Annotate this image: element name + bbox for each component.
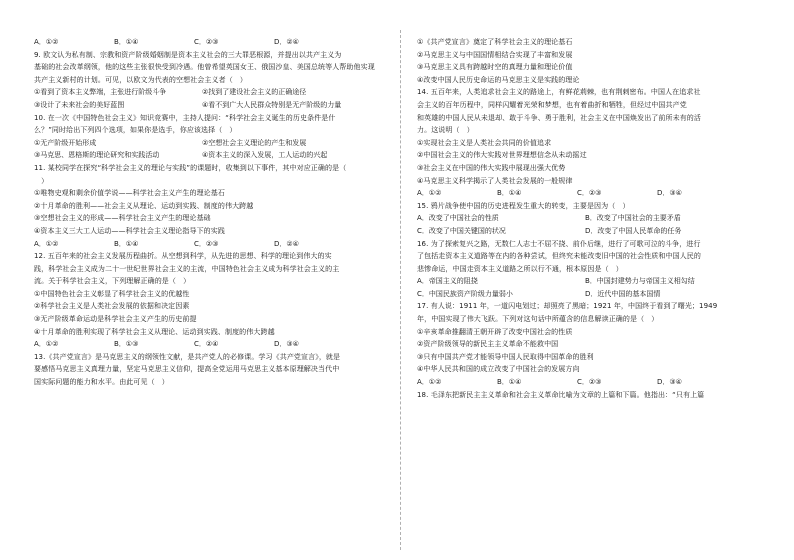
q18-stem: 18. 毛泽东把新民主主义革命和社会主义革命比喻为文章的上篇和下篇。他指出：“只有上篇 bbox=[417, 390, 705, 399]
option-b: B．中国封建势力与帝国主义相勾结 bbox=[585, 277, 695, 286]
q12-line: ①中国特色社会主义彰显了科学社会主义的优越性 bbox=[34, 289, 190, 298]
column-divider bbox=[400, 30, 401, 550]
q15-options-row bbox=[417, 212, 777, 225]
option-a: A．①② bbox=[417, 378, 442, 387]
option-d: D．改变了中国人民革命的任务 bbox=[585, 226, 682, 235]
q9-options-row bbox=[34, 99, 394, 112]
q11-line: ③空想社会主义的形成——科学社会主义产生的理论基础 bbox=[34, 214, 211, 223]
q12-line: 12. 五百年来的社会主义发展历程曲折。从空想到科学，从先进的思想、科学的理论到伟大的实 bbox=[34, 252, 332, 261]
right-column bbox=[417, 36, 777, 401]
q17-options bbox=[417, 376, 777, 389]
q9-stem-line: 9. 欧文认为私有制、宗教和资产阶级婚姻制是资本主义社会的三大罪恶根源，并提出以共产主义为 bbox=[34, 50, 342, 59]
option-c: C．②③ bbox=[577, 189, 602, 198]
q16-stem-line: 了包括走资本主义道路等在内的各种尝试，但终究未能改变旧中国的社会性质和中国人民的 bbox=[417, 252, 701, 261]
left-column bbox=[34, 36, 394, 389]
q11-options bbox=[34, 238, 394, 251]
q12-line: 流。关于科学社会主义，下列理解正确的是（ ） bbox=[34, 277, 191, 286]
option-d: D．③④ bbox=[657, 189, 682, 198]
q13-item: ②马克思主义与中国国情相结合实现了丰富和发展 bbox=[417, 50, 573, 59]
q9-option: ②找到了建设社会主义的正确途径 bbox=[202, 88, 307, 97]
option-c: C．②③ bbox=[194, 239, 219, 248]
q13-stem-line: 13.《共产党宣言》是马克思主义的纲领性文献，是共产党人的必修课。学习《共产党宣言》，就是 bbox=[34, 352, 341, 361]
q16-options-row bbox=[417, 275, 777, 288]
q14-options bbox=[417, 187, 777, 200]
q10-option: ②空想社会主义理论的产生和发展 bbox=[202, 138, 307, 147]
q12-line: ③无产阶级革命运动是科学社会主义产生的历史前提 bbox=[34, 315, 197, 324]
option-a: A．①② bbox=[34, 239, 59, 248]
option-b: B．①④ bbox=[497, 378, 522, 387]
q9-stem-line: 基础的社会改革纲领，他的这些主张很快受到冷遇。他曾希望英国女王、俄国沙皇、美国总统等人帮助他实现 bbox=[34, 63, 375, 72]
q15-options-row bbox=[417, 225, 777, 238]
q10-options-row bbox=[34, 149, 394, 162]
q11-line: 11. 某校同学在探究“科学社会主义的理论与实践”的课题时，收集到以下事件，其中对应正确的是（ bbox=[34, 163, 347, 172]
q14-stem-line: 力。这说明（ ） bbox=[417, 126, 474, 135]
q16-options-row bbox=[417, 288, 777, 301]
option-a: A．帝国主义的阻挠 bbox=[417, 277, 478, 286]
q14-item: ②中国社会主义的伟大实践对世界理想信念从未动摇过 bbox=[417, 151, 587, 160]
q12-line: ②科学社会主义是人类社会发展的依据和决定因素 bbox=[34, 302, 190, 311]
q10-option: ④资本主义的深入发展，工人运动的兴起 bbox=[202, 151, 328, 160]
q14-item: ④马克思主义科学揭示了人类社会发展的一般规律 bbox=[417, 176, 573, 185]
q9-options-row bbox=[34, 86, 394, 99]
option-c: C．②③ bbox=[194, 38, 219, 46]
q9-stem-line: 共产主义新村的计划。可见，以欧文为代表的空想社会主义者（ ） bbox=[34, 75, 247, 84]
option-a: A．改变了中国社会的性质 bbox=[417, 214, 499, 223]
q10-stem-line: 10. 在一次《中国特色社会主义》知识竞赛中，主持人提问：“科学社会主义诞生的历史条件是什 bbox=[34, 113, 336, 122]
option-d: D．②④ bbox=[274, 38, 299, 46]
q10-option: ③马克思、恩格斯的理论研究和实践活动 bbox=[34, 151, 160, 160]
option-c: C．②④ bbox=[194, 340, 219, 349]
option-d: D．近代中国的基本国情 bbox=[585, 289, 661, 298]
q12-options bbox=[34, 338, 394, 351]
q12-line: 践，科学社会主义成为二十一世纪世界社会主义的主流，中国特色社会主义成为科学社会主义的主 bbox=[34, 264, 340, 273]
option-d: D．②④ bbox=[274, 239, 299, 248]
q17-line: 17. 有人说：1911 年，一道闪电划过；却照亮了黑暗；1921 年，中国终于看到了曙光；1949 bbox=[417, 302, 718, 311]
q14-item: ①实现社会主义是人类社会共同的价值追求 bbox=[417, 138, 552, 147]
q9-option: ④看不到广大人民群众特别是无产阶级的力量 bbox=[202, 100, 342, 109]
q14-stem-line: 14. 五百年来，人类追求社会主义的路途上，有鲜花荊棘，也有荆刺密布。中国人在追求社 bbox=[417, 88, 701, 97]
q14-stem-line: 会主义的百年历程中，同样闪耀着光荣和梦想，也有着曲折和牺牲，但经过中国共产党 bbox=[417, 100, 687, 109]
option-b: B．①④ bbox=[114, 239, 139, 248]
q17-line: ④中华人民共和国的成立改变了中国社会的发展方向 bbox=[417, 365, 580, 374]
option-c: C．②③ bbox=[577, 378, 602, 387]
q11-line: ②十月革命的胜利——社会主义从理论、运动到实践、制度的伟大跨越 bbox=[34, 201, 254, 210]
q8-options bbox=[34, 36, 394, 49]
q11-line: ①唯物史观和剩余价值学说——科学社会主义产生的理论基石 bbox=[34, 189, 225, 198]
q17-line: ①辛亥革命推翻清王朝开辟了改变中国社会的性质 bbox=[417, 327, 573, 336]
q13-stem-line: 国实际问题的能力和水平。由此可见（ ） bbox=[34, 378, 169, 387]
option-a: A．①② bbox=[34, 340, 59, 349]
q11-line: ④资本主义三大工人运动——科学社会主义理论指导下的实践 bbox=[34, 226, 225, 235]
q17-line: ③只有中国共产党才能领导中国人民取得中国革命的胜利 bbox=[417, 352, 594, 361]
option-b: B．①③ bbox=[114, 340, 139, 349]
q14-item: ③社会主义在中国的伟大实践中展现出强大优势 bbox=[417, 163, 566, 172]
option-a: A．①② bbox=[417, 189, 442, 198]
q15-stem: 15. 鸦片战争使中国的历史进程发生重大的转变，主要是因为（ ） bbox=[417, 201, 630, 210]
q9-option: ①看到了资本主义弊端，主张进行阶级斗争 bbox=[34, 88, 167, 97]
q13-item: ③马克思主义具有跨越时空的真理力量和理论价值 bbox=[417, 63, 573, 72]
q16-stem-line: 16. 为了探索复兴之路，无数仁人志士不屈不挠、前仆后继，进行了可歌可泣的斗争，进行 bbox=[417, 239, 701, 248]
q14-stem-line: 和英雄的中国人民从未退却、敢于斗争、勇于胜利，社会主义在中国焕发出了前所未有的活 bbox=[417, 113, 701, 122]
option-d: D．③④ bbox=[274, 340, 299, 349]
q13-stem-line: 要感悟马克思主义真理力量，坚定马克思主义信仰，提高全党运用马克思主义基本原理解决当代中 bbox=[34, 365, 340, 374]
q16-stem-line: 悲惨命运，中国走资本主义道路之所以行不通，根本原因是（ ） bbox=[417, 264, 623, 273]
option-b: B．改变了中国社会的主要矛盾 bbox=[585, 214, 681, 223]
option-b: B．①④ bbox=[497, 189, 522, 198]
option-c: C．改变了中国关键国的状况 bbox=[417, 226, 506, 235]
q11-line: ） bbox=[34, 176, 49, 185]
q10-stem-line: 么？”同时给出下列四个选项，如果你是选手，你应该选择（ ） bbox=[34, 126, 237, 135]
q10-options-row bbox=[34, 137, 394, 150]
q17-line: ②资产阶级领导的新民主主义革命不能救中国 bbox=[417, 340, 559, 349]
q13-item: ①《共产党宣言》奠定了科学社会主义的理论基石 bbox=[417, 38, 573, 46]
option-c: C．中国民族资产阶级力量弱小 bbox=[417, 289, 513, 298]
q13-item: ④改变中国人民历史命运的马克思主义是实践的理论 bbox=[417, 75, 580, 84]
q9-option: ③设计了未来社会的美好蓝图 bbox=[34, 100, 125, 109]
option-a: A．①② bbox=[34, 38, 59, 46]
option-d: D．③④ bbox=[657, 378, 682, 387]
option-b: B．①④ bbox=[114, 38, 139, 46]
q17-line: 年，中国实现了伟大飞跃。下列对这句话中所蕴含的信息解读正确的是（ ） bbox=[417, 315, 659, 324]
q12-line: ④十月革命的胜利实现了科学社会主义从理论、运动到实践、制度的伟大跨越 bbox=[34, 327, 275, 336]
q10-option: ①无产阶级开始形成 bbox=[34, 138, 97, 147]
